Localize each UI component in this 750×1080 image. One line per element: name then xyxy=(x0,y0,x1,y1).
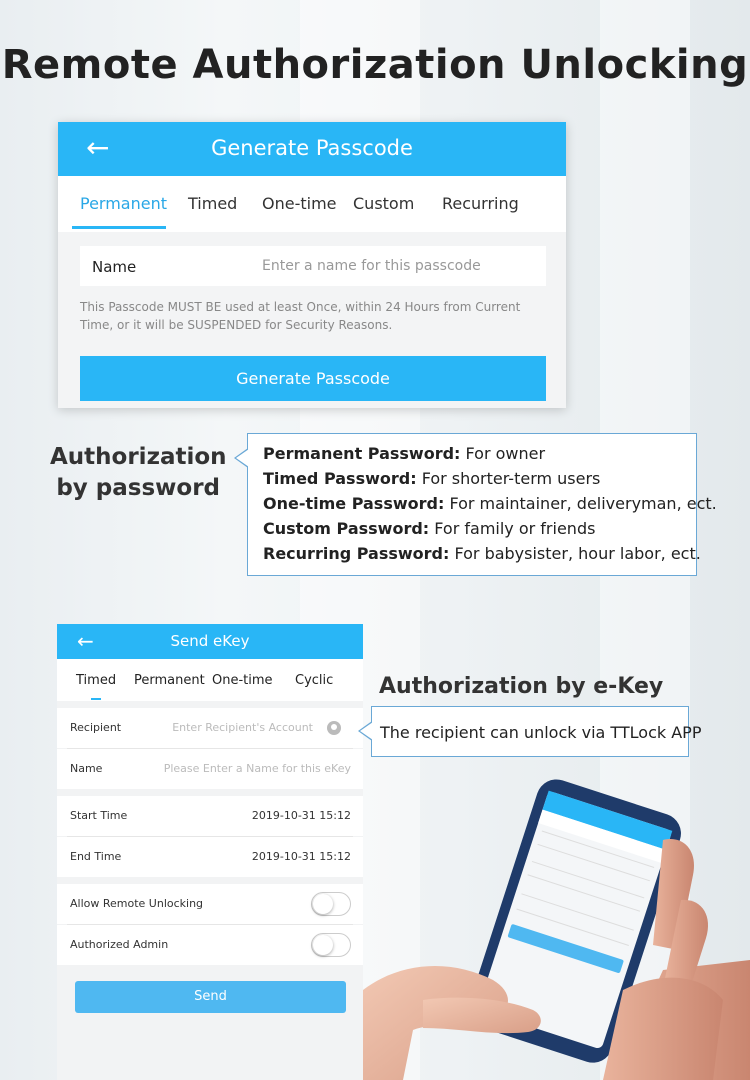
tab-recurring[interactable]: Recurring xyxy=(442,194,519,213)
remote-unlocking-toggle[interactable] xyxy=(311,892,351,916)
password-type-item xyxy=(263,544,701,563)
tab-timed[interactable]: Timed xyxy=(76,673,117,688)
authorized-admin-label: Authorized Admin xyxy=(70,938,169,951)
start-time-row[interactable] xyxy=(57,796,363,836)
name-field[interactable] xyxy=(80,246,546,286)
tab-cyclic[interactable]: Cyclic xyxy=(295,673,334,688)
hand-holding-phone-image xyxy=(363,760,750,1080)
password-type-term: Timed Password: xyxy=(263,469,417,488)
ekey-callout xyxy=(371,706,702,757)
app-header xyxy=(57,624,363,659)
app-header xyxy=(58,122,566,176)
header-title: Generate Passcode xyxy=(211,136,413,160)
password-type-term: Custom Password: xyxy=(263,519,430,538)
password-type-desc: For babysister, hour labor, ect. xyxy=(449,544,701,563)
send-ekey-screen xyxy=(57,624,363,1080)
password-type-item xyxy=(263,519,595,538)
recipient-field[interactable] xyxy=(57,708,363,748)
tab-permanent[interactable]: Permanent xyxy=(134,673,205,688)
header-title: Send eKey xyxy=(170,632,250,650)
end-time-value[interactable]: 2019-10-31 15:12 xyxy=(251,850,351,863)
active-tab-indicator xyxy=(91,698,101,700)
active-tab-indicator xyxy=(72,226,166,229)
end-time-row[interactable] xyxy=(57,837,363,877)
password-type-desc: For family or friends xyxy=(429,519,596,538)
passcode-form xyxy=(58,232,566,408)
password-type-term: One-time Password: xyxy=(263,494,445,513)
generate-passcode-screen xyxy=(58,122,566,408)
ekey-tabs xyxy=(57,659,363,701)
start-time-value[interactable]: 2019-10-31 15:12 xyxy=(251,809,351,822)
arrow-left-icon[interactable]: ← xyxy=(77,629,94,653)
password-type-item xyxy=(263,494,717,513)
passcode-tabs xyxy=(58,176,566,232)
name-input[interactable]: Please Enter a Name for this eKey xyxy=(163,762,351,775)
end-time-label: End Time xyxy=(70,850,122,863)
start-time-label: Start Time xyxy=(70,809,128,822)
send-button[interactable]: Send xyxy=(75,981,346,1013)
tab-one-time[interactable]: One-time xyxy=(262,194,337,213)
name-label: Name xyxy=(70,762,103,775)
password-type-term: Permanent Password: xyxy=(263,444,461,463)
name-input[interactable]: Enter a name for this passcode xyxy=(262,258,481,274)
ekey-name-field[interactable] xyxy=(57,749,363,789)
remote-unlocking-row xyxy=(57,884,363,924)
auth-password-label xyxy=(50,442,227,504)
password-type-desc: For owner xyxy=(460,444,546,463)
password-types-callout xyxy=(247,433,717,576)
password-type-desc: For maintainer, deliveryman, ect. xyxy=(444,494,717,513)
recipient-input[interactable]: Enter Recipient's Account xyxy=(172,721,313,734)
contact-icon[interactable] xyxy=(327,721,341,735)
auth-password-line2: by password xyxy=(56,475,220,501)
auth-password-line1: Authorization xyxy=(50,444,227,470)
authorized-admin-row xyxy=(57,925,363,965)
name-label: Name xyxy=(92,258,137,276)
arrow-left-icon[interactable]: ← xyxy=(86,131,110,164)
password-type-term: Recurring Password: xyxy=(263,544,450,563)
authorized-admin-toggle[interactable] xyxy=(311,933,351,957)
auth-ekey-label: Authorization by e-Key xyxy=(379,674,664,699)
remote-unlocking-label: Allow Remote Unlocking xyxy=(70,897,204,910)
tab-timed[interactable]: Timed xyxy=(188,194,238,213)
page-title: Remote Authorization Unlocking xyxy=(1,42,749,88)
generate-passcode-button[interactable]: Generate Passcode xyxy=(80,356,546,401)
recipient-label: Recipient xyxy=(70,721,122,734)
security-note: This Passcode MUST BE used at least Once, within 24 Hours from Current Time, or it will be SUSPENDED for Security Reasons. xyxy=(80,300,521,332)
tab-custom[interactable]: Custom xyxy=(353,194,415,213)
password-type-item xyxy=(263,469,600,488)
password-type-item xyxy=(263,444,545,463)
ekey-callout-text: The recipient can unlock via TTLock APP xyxy=(380,723,702,742)
tab-permanent[interactable]: Permanent xyxy=(80,194,168,213)
tab-one-time[interactable]: One-time xyxy=(212,673,273,688)
password-type-desc: For shorter-term users xyxy=(416,469,601,488)
